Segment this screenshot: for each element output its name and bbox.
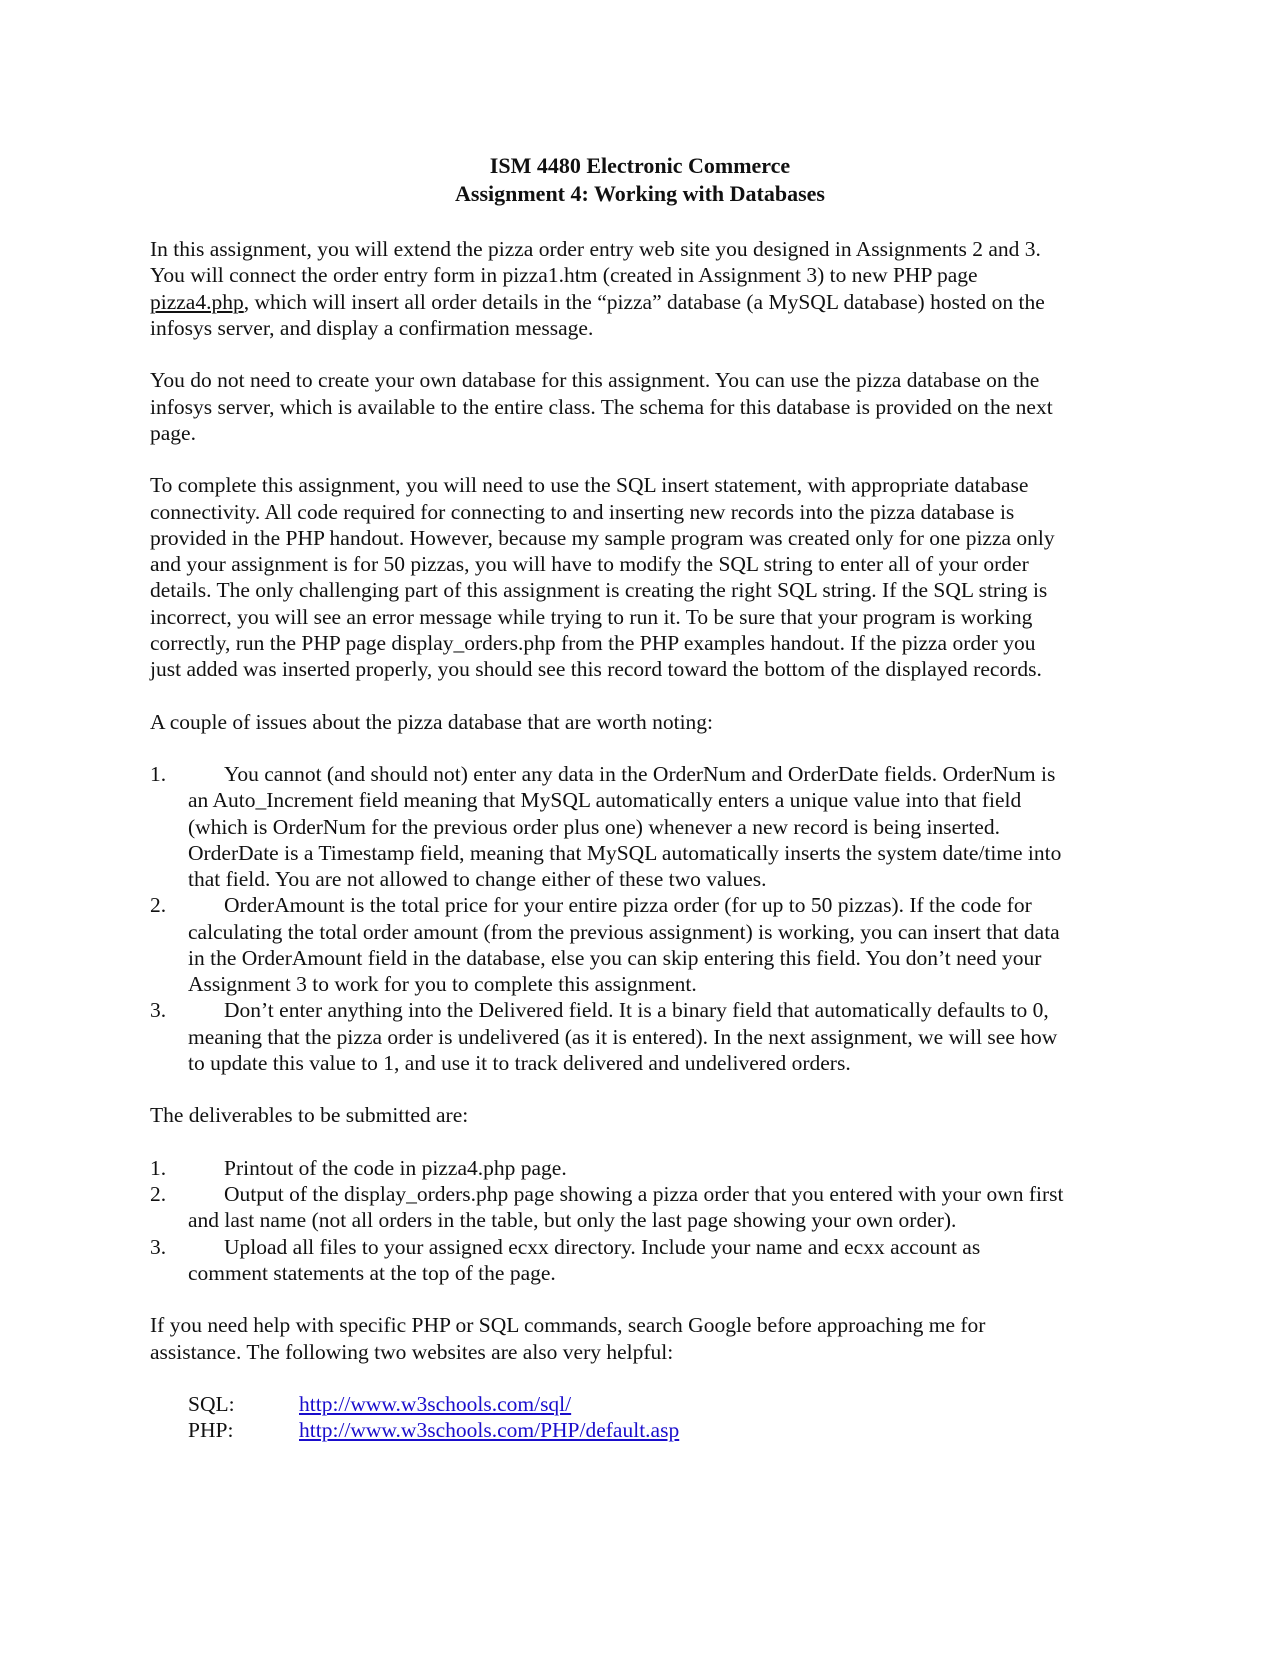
text-line: and your assignment is for 50 pizzas, you will have to modify the SQL string to enter all of your order: [150, 552, 1029, 576]
deliverables-intro: The deliverables to be submitted are:: [150, 1103, 469, 1128]
list-item: [150, 997, 1150, 1076]
text-line: [150, 1155, 1150, 1181]
text-line: an Auto_Increment field meaning that MySQL automatically enters a unique value into that field: [188, 788, 1022, 813]
text-line: and last name (not all orders in the table, but only the last page showing your own order).: [188, 1208, 957, 1233]
list-text: Upload all files to your assigned ecxx directory. Include your name and ecxx account as: [224, 1234, 981, 1259]
list-text: Don’t enter anything into the Delivered field. It is a binary field that automatically defaults to 0,: [224, 998, 1049, 1023]
document-body: [150, 236, 1150, 1444]
text-line: [150, 761, 1150, 787]
instructions-paragraph: [150, 472, 1150, 682]
list-item: [150, 1234, 1150, 1287]
text-line: [150, 892, 1150, 918]
list-number: 2.: [150, 893, 167, 918]
link-row: [150, 1391, 1150, 1417]
text-line: You will connect the order entry form in pizza1.htm (created in Assignment 3) to new PHP page: [150, 263, 978, 288]
database-paragraph: [150, 367, 1150, 446]
list-item: [150, 892, 1150, 997]
list-text: Printout of the code in pizza4.php page.: [224, 1155, 567, 1180]
text-line: infosys server, which is available to the entire class. The schema for this database is provided on the next: [150, 394, 1053, 419]
issues-intro: A couple of issues about the pizza database that are worth noting:: [150, 709, 714, 734]
text-line: [150, 1234, 1150, 1260]
reference-link[interactable]: http://www.w3schools.com/sql/: [299, 1392, 572, 1416]
link-label: PHP:: [188, 1418, 234, 1443]
text-line: infosys server, and display a confirmation message.: [150, 315, 594, 340]
text-line: in the OrderAmount field in the database, else you can skip entering this field. You don’t need your: [188, 945, 1042, 970]
text-line: page.: [150, 420, 196, 445]
text-line: to update this value to 1, and use it to track delivered and undelivered orders.: [188, 1050, 851, 1075]
list-number: 1.: [150, 1155, 167, 1180]
text-line: details. The only challenging part of this assignment is creating the right SQL string. If the SQL string is: [150, 578, 1048, 603]
text-span: , which will insert all order details in the “pizza” database (a MySQL database) hosted on the: [243, 289, 1045, 314]
text-line: that field. You are not allowed to change either of these two values.: [188, 867, 767, 891]
pizza4-filename: pizza4.php: [150, 289, 244, 314]
reference-link[interactable]: http://www.w3schools.com/PHP/default.asp: [299, 1418, 680, 1443]
list-number: 3.: [150, 998, 167, 1023]
list-item: [150, 761, 1150, 892]
text-line: In this assignment, you will extend the pizza order entry web site you designed in Assignments 2 and 3.: [150, 237, 1041, 261]
text-line: To complete this assignment, you will need to use the SQL insert statement, with appropriate database: [150, 473, 1029, 498]
link-label: SQL:: [188, 1392, 235, 1416]
list-text: OrderAmount is the total price for your entire pizza order (for up to 50 pizzas). If the code for: [224, 893, 1032, 918]
list-item: [150, 1155, 1150, 1181]
text-line: correctly, run the PHP page display_orders.php from the PHP examples handout. If the pizza order you: [150, 630, 1036, 655]
text-line: incorrect, you will see an error message while trying to run it. To be sure that your program is working: [150, 604, 1033, 629]
assignment-title: Assignment 4: Working with Databases: [455, 180, 825, 206]
text-line: If you need help with specific PHP or SQL commands, search Google before approaching me for: [150, 1313, 986, 1338]
list-item: [150, 1181, 1150, 1234]
intro-paragraph: [150, 236, 1150, 341]
text-line: (which is OrderNum for the previous order plus one) whenever a new record is being inserted.: [188, 814, 1000, 839]
text-line: [150, 1181, 1150, 1207]
list-text: You cannot (and should not) enter any data in the OrderNum and OrderDate fields. OrderNum is: [224, 762, 1056, 786]
list-number: 1.: [150, 762, 167, 786]
text-line: comment statements at the top of the page.: [188, 1260, 556, 1285]
links-list: [150, 1391, 1150, 1444]
text-line: You do not need to create your own database for this assignment. You can use the pizza database on the: [150, 368, 1040, 393]
text-line: OrderDate is a Timestamp field, meaning that MySQL automatically inserts the system date/time into: [188, 840, 1062, 865]
text-line: connectivity. All code required for connecting to and inserting new records into the pizza database is: [150, 499, 1015, 524]
document-title: [0, 152, 1280, 207]
help-paragraph: [150, 1312, 1150, 1365]
text-line: [150, 289, 1150, 315]
list-number: 3.: [150, 1234, 167, 1259]
text-line: [150, 997, 1150, 1023]
link-row: [150, 1417, 1150, 1443]
text-line: Assignment 3 to work for you to complete this assignment.: [188, 972, 697, 996]
deliverables-list: [150, 1155, 1150, 1286]
list-number: 2.: [150, 1182, 167, 1206]
text-line: just added was inserted properly, you should see this record toward the bottom of the displayed records.: [150, 657, 1042, 681]
issues-list: [150, 761, 1150, 1076]
list-text: Output of the display_orders.php page showing a pizza order that you entered with your own first: [224, 1182, 1064, 1206]
text-line: meaning that the pizza order is undelivered (as it is entered). In the next assignment, we will see how: [188, 1024, 1058, 1049]
text-line: provided in the PHP handout. However, because my sample program was created only for one pizza only: [150, 525, 1055, 550]
course-title: ISM 4480 Electronic Commerce: [489, 153, 791, 178]
text-line: assistance. The following two websites are also very helpful:: [150, 1339, 674, 1364]
text-line: calculating the total order amount (from the previous assignment) is working, you can insert that data: [188, 919, 1060, 944]
